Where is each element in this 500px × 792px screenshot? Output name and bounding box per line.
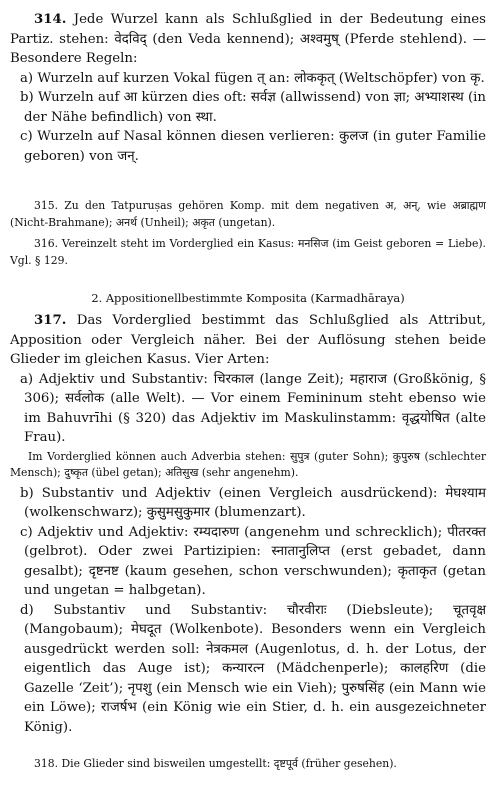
paragraph-315: 315. Zu den Tatpuruṣas gehören Komp. mit dem negativen अ, अन्, wie अब्राह्मण (Nicht-Brahmane); अनर्थ (Unheil); अकृत (ungetan). (10, 199, 486, 229)
kind-b: b) Substantiv und Adjektiv (einen Vergleich ausdrückend): मेघश्याम (wolkenschwarz); कुसुमसुकुमार (blumenzart). (20, 485, 486, 520)
paragraph-316: 316. Vereinzelt steht im Vorderglied ein Kasus: मनसिज (im Geist geboren = Liebe). Vgl. § 129. (10, 237, 486, 267)
kind-a: a) Adjektiv und Substantiv: चिरकाल (lange Zeit); महाराज (Großkönig, § 306); सर्वलोक (alle Welt). — Vor einem Femininum steht ebenso wie im Bahuvrīhi (§ 320) das Adjektiv im Maskulinstamm: वृद्धयोषित (alte Frau). (20, 371, 486, 445)
paragraph-number: 317. (34, 313, 67, 328)
rule-a: a) Wurzeln auf kurzen Vokal fügen त् an: लोककृत् (Weltschöpfer) von कृ. (20, 70, 485, 86)
rule-c: c) Wurzeln auf Nasal können diesen verlieren: कुलज (in guter Familie geboren) von जन्. (20, 129, 486, 164)
kind-c: c) Adjektiv und Adjektiv: रम्यदारुण (angenehm und schrecklich); पीतरक्त (gelbrot). Oder zwei Partizipien: स्नातानुलिप्त (erst gebadet, dann gesalbt); दृष्टनष्ट (kaum gesehen, schon verschwunden); कृताकृत (getan und ungetan = halbgetan). (20, 524, 486, 598)
rule-b: b) Wurzeln auf आ kürzen dies oft: सर्वज्ञ (allwissend) von ज्ञा; अभ्याशस्थ (in der Nähe befindlich) von स्था. (20, 90, 486, 125)
paragraph-text: Das Vorderglied bestimmt das Schlußglied als Attribut, Apposition oder Vergleich näher. Bei der Auflösung stehen beide Glieder im gleichen Kasus. Vier Arten: (10, 313, 486, 367)
note-adverbia: Im Vorderglied können auch Adverbia stehen: सुपुत्र (guter Sohn); कुपुरुष (schlechter Mensch); दुष्कृत (übel getan); अतिसुख (sehr angenehm). (10, 449, 486, 479)
kind-d: d) Substantiv und Substantiv: चौरवीराः (Diebsleute); चूतवृक्ष (Mangobaum); मेघदूत (Wolkenbote). Besonders wenn ein Vergleich ausgedrückt werden soll: नेत्रकमल (Augenlotus, d. h. der Lotus, der eigentlich das Auge ist); कन्यारत्न (Mädchenperle); कालहरिण (die Gazelle ‘Zeit’); नृपशु (ein Mensch wie ein Vieh); पुरुषसिंह (ein Mann wie ein Löwe); राजर्षभ (ein König wie ein Stier, d. h. ein ausgezeichneter König). (20, 602, 486, 735)
paragraph-number: 314. (34, 12, 67, 27)
section-heading: 2. Appositionellbestimmte Komposita (Karmadhāraya) (91, 291, 405, 305)
paragraph-318: 318. Die Glieder sind bisweilen umgestellt: दृष्टपूर्व (früher gesehen). (34, 757, 397, 770)
paragraph-317 (10, 311, 486, 737)
paragraph-314 (10, 10, 486, 166)
paragraph-text: Jede Wurzel kann als Schlußglied in der Bedeutung eines Partiz. stehen: वेदविद् (den Veda kennend); अश्वमुष् (Pferde stehlend). — Besondere Regeln: (10, 12, 486, 66)
